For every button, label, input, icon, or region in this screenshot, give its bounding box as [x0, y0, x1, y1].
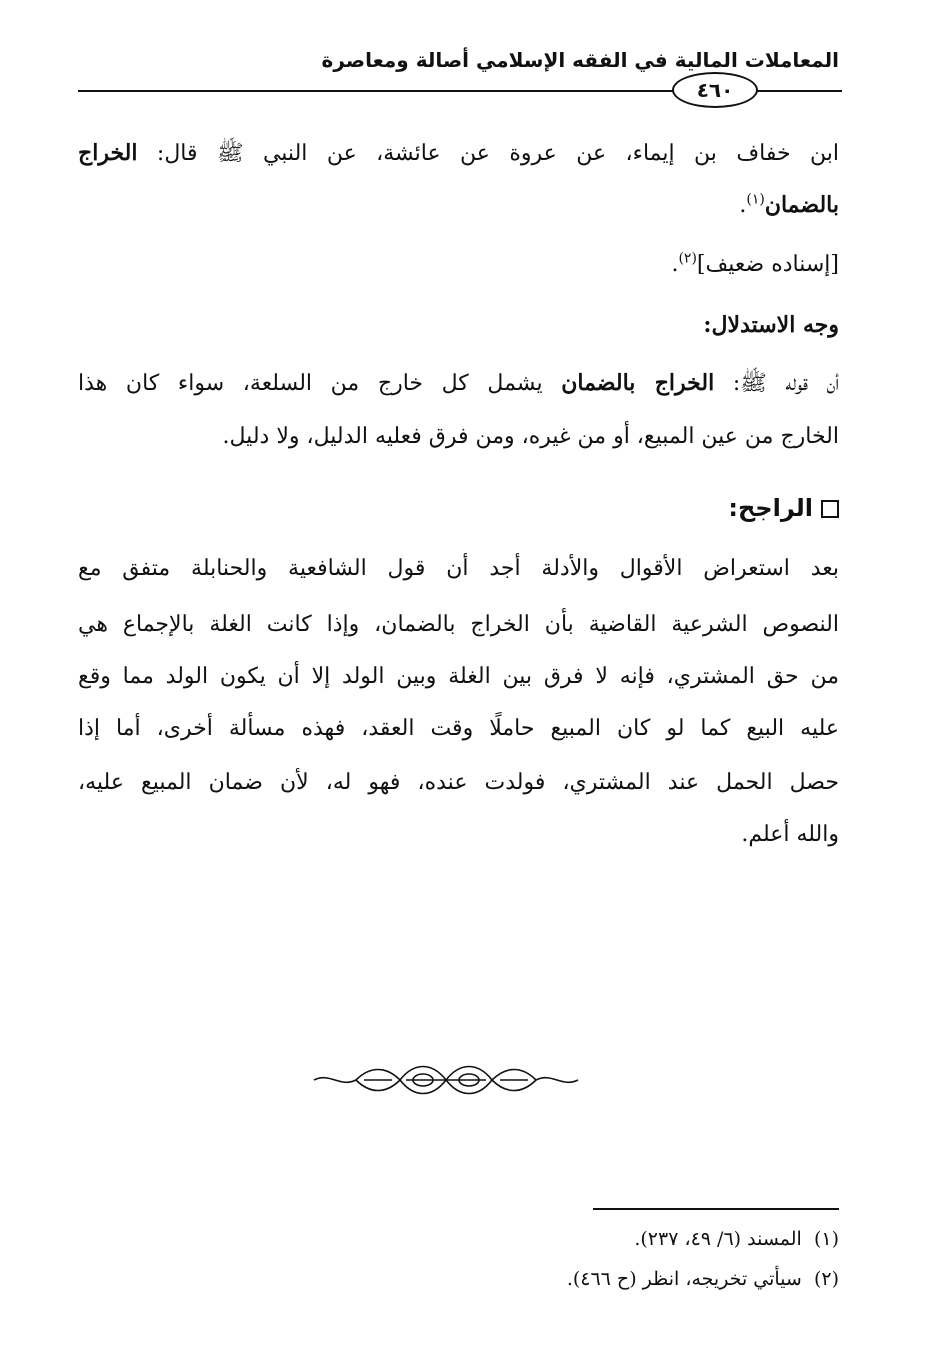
running-title: المعاملات المالية في الفقه الإسلامي أصالة ومعاصرة	[321, 48, 839, 72]
text-span: يشمل كل خارج من السلعة، سواء كان هذا	[78, 371, 562, 396]
footnote-2	[567, 1268, 839, 1290]
period: .	[739, 193, 747, 218]
paragraph-4-line-2: الخارج من عين المبيع، أو من غيره، ومن فرق فعليه الدليل، ولا دليل.	[222, 424, 839, 449]
paragraph-5-line-1: بعد استعراض الأقوال والأدلة أجد أن قول الشافعية والحنابلة متفق مع	[78, 556, 839, 581]
inference-heading: وجه الاستدلال:	[703, 312, 839, 338]
paragraph-5-line-6: والله أعلم.	[741, 822, 839, 847]
paragraph-5-line-4: عليه البيع كما لو كان المبيع حاملًا وقت العقد، فهذه مسألة أخرى، أما إذا	[78, 716, 840, 741]
footnote-text: المسند (٦/ ٤٩، ٢٣٧).	[634, 1228, 802, 1250]
period: .	[671, 252, 679, 277]
footnote-rule	[593, 1208, 839, 1210]
section-heading-text: الراجح:	[728, 494, 813, 522]
hadith-text-bold-cont: بالضمان	[764, 192, 839, 218]
paragraph-5-line-3: من حق المشتري، فإنه لا فرق بين الغلة وبين الولد إلا أن يكون الولد مما وقع	[78, 664, 839, 689]
footnote-ref-2: (٢)	[678, 250, 697, 267]
section-heading	[728, 494, 839, 523]
footnote-text: سيأتي تخريجه، انظر (ح ٤٦٦).	[566, 1268, 802, 1290]
paragraph-1-line-2	[739, 192, 839, 219]
paragraph-4-line-1	[78, 370, 839, 397]
text-span: أن قوله ﷺ:	[714, 371, 840, 396]
paragraph-1-line-1	[78, 140, 839, 167]
hadith-chain-text: ابن خفاف بن إيماء، عن عروة عن عائشة، عن النبي ﷺ قال:	[137, 141, 839, 166]
footnote-1	[634, 1228, 839, 1250]
page-number: ٤٦٠	[672, 72, 758, 108]
paragraph-5-line-2: النصوص الشرعية القاضية بأن الخراج بالضمان، وإذا كانت الغلة بالإجماع هي	[78, 612, 839, 637]
footnote-ref-1: (١)	[746, 191, 765, 208]
decorative-ornament	[310, 1060, 582, 1100]
paragraph-5-line-5: حصل الحمل عند المشتري، فولدت عنده، فهو له، لأن ضمان المبيع عليه،	[78, 770, 839, 795]
grading-line	[671, 252, 839, 278]
grading-text: [إسناده ضعيف]	[696, 252, 839, 277]
hadith-quote-bold: الخراج بالضمان	[561, 370, 715, 396]
footnote-marker: (٢)	[813, 1268, 839, 1290]
footnote-marker: (١)	[813, 1228, 839, 1250]
hadith-text-bold: الخراج	[78, 140, 138, 166]
square-bullet-icon	[821, 500, 839, 518]
